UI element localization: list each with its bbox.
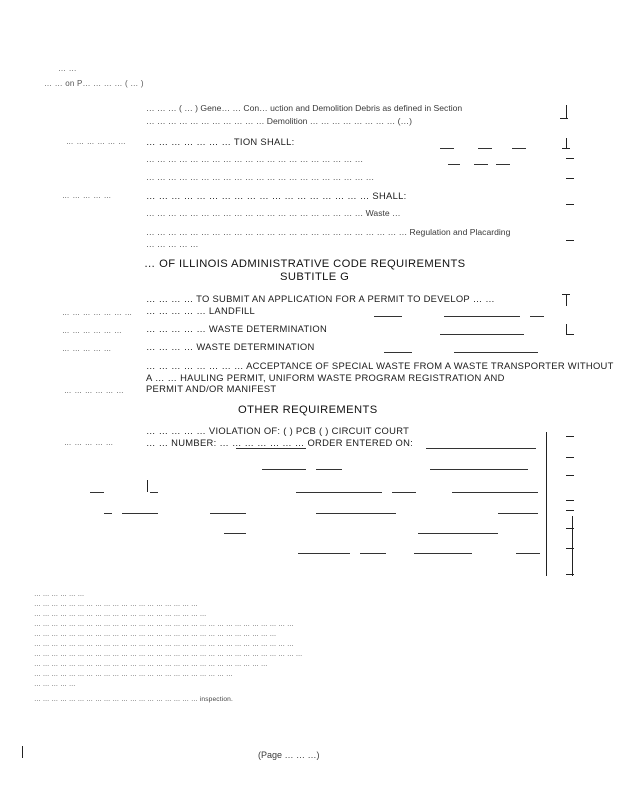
section-1-text-1: … … … ( … ) Gene… … Con… uction and Demolition Debris as defined in Section [146,103,463,113]
section-3-text-1: … … … … … … … … … … … … … … … … … … … … Waste … [146,208,401,218]
footnote-line: … … … … … … … … … … … … … … … … … … … [34,601,198,608]
section-3-text-3: … … … … … [146,239,199,249]
answer-blank [316,469,342,470]
answer-blank [392,492,416,493]
footnote-line: … … … … … … … … … … … … … … … … … … … … … … … … … … … [34,661,268,668]
section-3-text-2: … … … … … … … … … … … … … … … … … … … … … … … … Regulation and Placarding [146,227,511,237]
requirement-3-heading: … … … … WASTE DETERMINATION [146,341,315,352]
answer-blank [440,334,524,335]
answer-blank [104,513,112,514]
checkbox-tick [566,574,574,575]
checkbox-bracket [566,138,567,148]
answer-blank [262,469,306,470]
answer-blank [496,164,510,165]
answer-blank [236,448,306,449]
answer-blank [384,352,412,353]
requirement-1-heading: … … … … TO SUBMIT AN APPLICATION FOR A PERMIT TO DEVELOP … … [146,293,495,304]
answer-blank [512,148,526,149]
answer-blank [452,492,538,493]
checkbox-tick [562,294,570,295]
checkbox-bracket [566,324,567,334]
answer-blank [90,492,104,493]
answer-blank [474,164,488,165]
checkbox-tick [566,240,574,241]
other-line-1: … … … … … VIOLATION OF: ( ) PCB ( ) CIRCUIT COURT [146,425,410,436]
section-3-heading: … … … … … … … … … … … … … … … … … … SHALL: [146,190,407,201]
illinois-heading: … OF ILLINOIS ADMINISTRATIVE CODE REQUIREMENTS [144,258,466,270]
requirement-4-line-1: … … … … … … … … ACCEPTANCE OF SPECIAL WASTE FROM A WASTE TRANSPORTER WITHOUT [146,360,614,371]
answer-blank [414,553,472,554]
footnote-line: … … … … … … … … … … … … … … … … … … … … … … … … … … … … … … [34,641,294,648]
footnote-line: … … … … … … … … … … … … … … … … … … … … … … … … … … … … … … [34,621,294,628]
answer-blank [224,533,246,534]
answer-blank [418,533,498,534]
answer-blank [210,513,246,514]
section-2-heading: … … … … … … … TION SHALL: [146,136,295,147]
requirement-4-line-3: PERMIT AND/OR MANIFEST [146,383,277,394]
checkbox-tick [566,475,574,476]
requirement-3-code: … … … … … [62,344,112,353]
footnote-line: … … … … … … … … … … … … … … … … … … … … … … … [34,671,233,678]
requirement-2-heading: … … … … … WASTE DETERMINATION [146,323,328,334]
checkbox-tick [566,334,574,335]
page-footer: (Page … … …) [258,750,320,760]
answer-blank [440,148,454,149]
footnote-line: … … … … … … … … … … … … … … … … … … … … … … … … … … … … [34,631,277,638]
checkbox-tick [566,510,574,511]
requirement-4-code: … … … … … … [64,386,125,395]
checkbox-tick [566,500,574,501]
answer-blank [426,448,536,449]
answer-blank [122,513,158,514]
footnote-line: … … … … … … … … … … … … … … … … … … … … [34,611,207,618]
checkbox-tick [566,178,574,179]
answer-blank [374,316,402,317]
footnote-line: … … … … … … … … … … … … … … … … … … … inspection. [34,696,233,703]
answer-blank [530,316,544,317]
answer-blank [444,316,520,317]
section-1-text-2: … … … … … … … … … … … Demolition … … … … … … … … (…) [146,116,412,126]
answer-blank [360,553,386,554]
checkbox-bracket [566,105,567,118]
checkbox-tick [566,457,574,458]
other-line-2: … … NUMBER: … … … … … … … ORDER ENTERED ON: [146,437,414,448]
answer-blank [316,513,396,514]
bracket-mark [147,480,148,492]
requirement-1-code: … … … … … … … [62,308,133,317]
right-column-rule-2 [572,516,573,576]
footnote-line: … … … … … … [34,591,85,598]
section-3-code: … … … … … [62,191,112,200]
right-column-rule [546,432,547,576]
header-line-1: … … [58,64,77,73]
checkbox-tick [566,436,574,437]
checkbox-bracket [566,294,567,306]
checkbox-tick [562,148,570,149]
answer-blank [516,553,540,554]
answer-blank [448,164,460,165]
checkbox-tick [566,204,574,205]
section-2-text-2: … … … … … … … … … … … … … … … … … … … … … [146,172,375,182]
requirement-2-code: … … … … … … [62,326,123,335]
requirement-4-line-2: A … … HAULING PERMIT, UNIFORM WASTE PROGRAM REGISTRATION AND [146,372,505,383]
checkbox-tick [560,118,568,119]
answer-blank [478,148,492,149]
margin-mark [22,746,23,758]
section-2-text-1: … … … … … … … … … … … … … … … … … … … … [146,154,364,164]
answer-blank [298,553,350,554]
header-line-2: … … on P… … … … ( … ) [44,79,144,88]
answer-blank [498,513,538,514]
answer-blank [454,352,538,353]
other-requirements-heading: OTHER REQUIREMENTS [238,404,378,416]
checkbox-tick [566,548,574,549]
requirement-1-line-2: … … … … … LANDFILL [146,305,256,316]
other-code: … … … … … [64,438,114,447]
answer-blank [430,469,528,470]
answer-blank [296,492,382,493]
checkbox-tick [566,158,574,159]
answer-blank [150,492,158,493]
footnote-line: … … … … … … … … … … … … … … … … … … … … … … … … … … … … … … … [34,651,303,658]
section-2-code: … … … … … … [66,137,127,146]
footnote-line: … … … … … [34,681,76,688]
subtitle-g-heading: SUBTITLE G [280,271,350,283]
